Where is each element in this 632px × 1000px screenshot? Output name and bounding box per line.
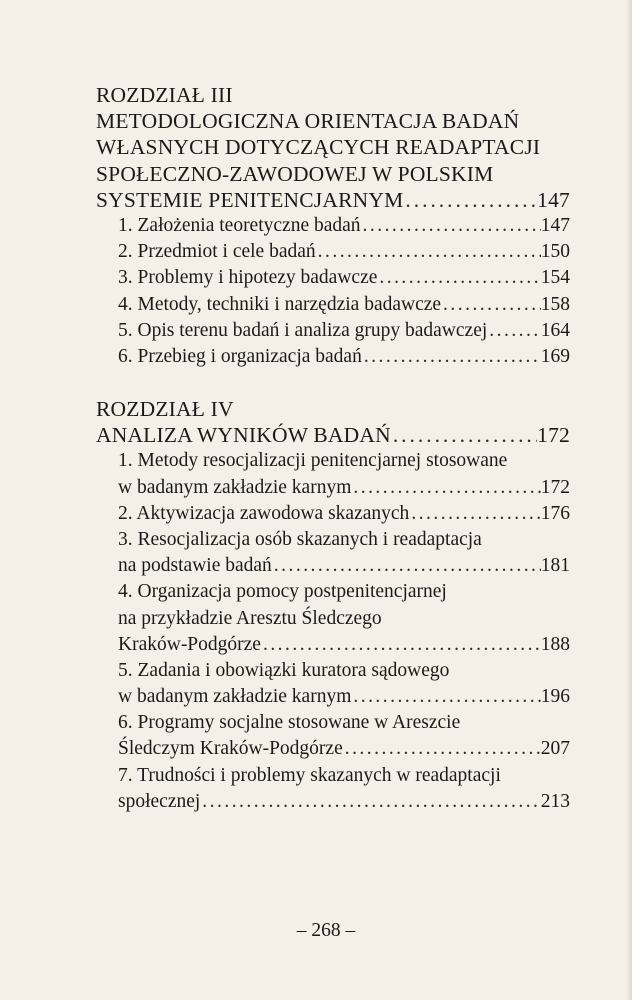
dot-leader: [362, 344, 541, 370]
chapter-3-heading-line: ROZDZIAŁ III: [96, 83, 233, 107]
toc-entry-page: 172: [540, 476, 570, 498]
chapter-3-heading-line: METODOLOGICZNA ORIENTACJA BADAŃ: [96, 109, 520, 134]
dot-leader: [391, 422, 537, 448]
chapter-4-heading-entry: [96, 422, 570, 448]
dot-leader: [316, 239, 541, 265]
chapter-3-heading-last-line: SYSTEMIE PENITENCJARNYM: [96, 187, 404, 212]
page-edge-shadow: [626, 0, 632, 1000]
toc-entry-title: w badanym zakładzie karnym: [118, 476, 352, 498]
toc-entry-page: 154: [540, 267, 570, 289]
toc-entry-first-line: 1. Metody resocjalizacji penitencjarnej stosowane: [118, 450, 508, 472]
toc-entry: [96, 501, 570, 527]
dot-leader: [377, 265, 540, 291]
toc-entry-page: 213: [540, 790, 570, 812]
dot-leader: [409, 501, 540, 527]
toc-entry-title: 1. Założenia teoretyczne badań: [118, 214, 361, 236]
toc-entry-title: w badanym zakładzie karnym: [118, 686, 352, 708]
toc-entry-title: 5. Opis terenu badań i analiza grupy badawczej: [118, 319, 488, 341]
toc-entry: [96, 475, 570, 501]
chapter-4-heading-last-line: ANALIZA WYNIKÓW BADAŃ: [96, 423, 391, 448]
toc-entry-title: 4. Metody, techniki i narzędzia badawcze: [118, 293, 442, 315]
toc-entry-title: 6. Przebieg i organizacja badań: [118, 345, 362, 367]
toc-entry-page: 150: [540, 241, 570, 263]
toc-entry-page: 147: [540, 214, 570, 236]
toc-entry: [96, 265, 570, 291]
dot-leader: [261, 632, 541, 658]
toc-entry-title: 3. Problemy i hipotezy badawcze: [118, 267, 378, 289]
toc-entry-title: Śledczym Kraków-Podgórze: [118, 738, 343, 760]
chapter-3-heading-entry: [96, 187, 570, 213]
toc-entry-title: na podstawie badań: [118, 555, 272, 577]
toc-entry-page: 176: [540, 502, 570, 524]
dot-leader: [351, 684, 540, 710]
chapter-4-page-number: 172: [537, 423, 570, 448]
toc-entry-title: 2. Aktywizacja zawodowa skazanych: [118, 502, 410, 524]
page-folio: [0, 919, 632, 943]
dot-leader: [403, 187, 537, 213]
toc-entry: [96, 736, 570, 762]
toc-entry-first-line: 5. Zadania i obowiązki kuratora sądowego: [118, 659, 450, 681]
dot-leader: [361, 213, 541, 239]
chapter-4-heading-line: ROZDZIAŁ IV: [96, 397, 234, 421]
dot-leader: [351, 475, 540, 501]
toc-entry-page: 196: [540, 686, 570, 708]
toc-entry-page: 207: [540, 738, 570, 760]
toc-entry-first-line: 6. Programy socjalne stosowane w Areszcie: [118, 712, 461, 734]
toc-entry: [96, 213, 570, 239]
chapter-3-toc: [96, 82, 570, 370]
toc-entry: [96, 344, 570, 370]
chapter-3-page-number: 147: [537, 187, 570, 212]
toc-entry-title: społecznej: [118, 790, 201, 812]
toc-entry-page: 169: [540, 345, 570, 367]
chapter-4-toc: [96, 396, 570, 815]
toc-entry-page: 158: [540, 293, 570, 315]
dot-leader: [487, 318, 540, 344]
toc-entry: [96, 239, 570, 265]
toc-entry-continued-line: na przykładzie Aresztu Śledczego: [118, 607, 382, 629]
toc-entry: [96, 292, 570, 318]
toc-entry: [96, 553, 570, 579]
toc-entry-first-line: 4. Organizacja pomocy postpenitencjarnej: [118, 581, 447, 603]
toc-entry: [96, 632, 570, 658]
chapter-3-heading-line: WŁASNYCH DOTYCZĄCYCH READAPTACJI: [96, 135, 541, 160]
chapter-3-heading-line: SPOŁECZNO-ZAWODOWEJ W POLSKIM: [96, 161, 494, 186]
toc-entry: [96, 789, 570, 815]
toc-entry-title: Kraków-Podgórze: [118, 633, 261, 655]
toc-entry: [96, 318, 570, 344]
toc-entry: [96, 684, 570, 710]
toc-entry-page: 164: [540, 319, 570, 341]
page-number-footer: – 268 –: [296, 920, 356, 941]
toc-entry-page: 188: [540, 633, 570, 655]
dot-leader: [343, 736, 541, 762]
toc-entry-title: 2. Przedmiot i cele badań: [118, 241, 316, 263]
dot-leader: [272, 553, 541, 579]
dot-leader: [200, 789, 540, 815]
toc-entry-page: 181: [540, 555, 570, 577]
toc-entry-first-line: 3. Resocjalizacja osób skazanych i readaptacja: [118, 528, 482, 550]
toc-entry-first-line: 7. Trudności i problemy skazanych w readaptacji: [118, 764, 501, 786]
dot-leader: [441, 292, 541, 318]
